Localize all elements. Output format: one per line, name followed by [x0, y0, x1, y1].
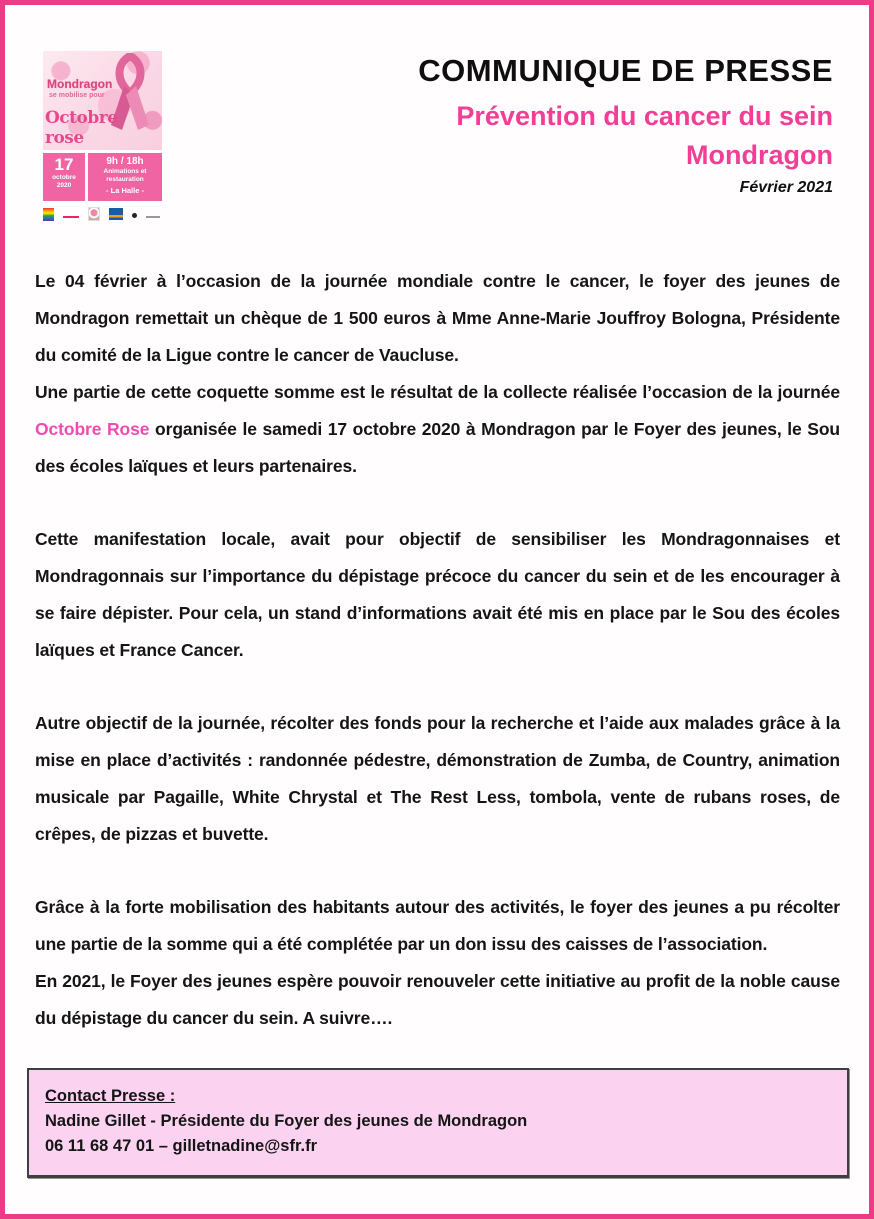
- poster-title: Octobre rose: [45, 108, 118, 148]
- contact-phone-email: 06 11 68 47 01 – gilletnadine@sfr.fr: [45, 1137, 317, 1155]
- header: [265, 53, 833, 197]
- partner-logo-icon: [146, 216, 160, 218]
- subtitle-line1: Prévention du cancer du sein: [456, 101, 833, 131]
- octobre-rose-highlight: Octobre Rose: [35, 419, 150, 439]
- partner-logo-icon: [132, 213, 137, 218]
- partner-logos: [43, 207, 162, 221]
- poster-date-box: [43, 153, 85, 201]
- page-title: COMMUNIQUE DE PRESSE: [418, 53, 833, 88]
- article-body: [35, 263, 840, 1037]
- paragraph-2-after: organisée le samedi 17 octobre 2020 à Mondragon par le Foyer des jeunes, le Sou des écoles laïques et leurs partenaires.: [35, 419, 840, 476]
- poster-hours: 9h / 18h: [106, 156, 144, 167]
- partner-logo-icon: [109, 208, 123, 220]
- poster-venue: - La Halle -: [106, 186, 144, 195]
- poster-animations-line1: Animations et: [103, 168, 147, 175]
- poster-date-year: 2020: [56, 182, 72, 189]
- poster-info-boxes: [43, 153, 162, 201]
- paragraph-4: [35, 705, 840, 853]
- poster-city-label: Mondragon: [47, 77, 113, 91]
- paragraph-5: [35, 889, 840, 963]
- poster-tagline: se mobilise pour: [49, 92, 105, 99]
- paragraph-6-text: En 2021, le Foyer des jeunes espère pouvoir renouveler cette initiative au profit de la noble cause du dépistage du cancer du sein. A suivre….: [35, 971, 840, 1028]
- paragraph-1: [35, 263, 840, 374]
- paragraph-1-text: Le 04 février à l’occasion de la journée mondiale contre le cancer, le foyer des jeunes de Mondragon remettait un chèque de 1 500 euros à Mme Anne-Marie Jouffroy Bologna, Présidente du comité de la Ligue contre le cancer de Vaucluse.: [35, 271, 840, 365]
- partner-logo-icon: [63, 216, 79, 218]
- event-poster: [43, 51, 162, 223]
- paragraph-2-before: Une partie de cette coquette somme est le résultat de la collecte réalisée l’occasion de la journée: [35, 382, 840, 402]
- poster-artwork: [43, 51, 162, 150]
- contact-heading: Contact Presse :: [45, 1087, 176, 1105]
- poster-animations-line2: restauration: [106, 176, 144, 183]
- paragraph-6: [35, 963, 840, 1037]
- press-contact-box: [27, 1068, 849, 1178]
- poster-date-month: octobre: [52, 174, 76, 181]
- paragraph-3: [35, 521, 840, 669]
- contact-name: Nadine Gillet - Présidente du Foyer des jeunes de Mondragon: [45, 1112, 528, 1130]
- paragraph-5-text: Grâce à la forte mobilisation des habitants autour des activités, le foyer des jeunes a pu récolter une partie de la somme qui a été complétée par un don issu des caisses de l’association.: [35, 897, 840, 954]
- partner-logo-icon: [43, 208, 54, 221]
- paragraph-2: [35, 374, 840, 485]
- paragraph-4-text: Autre objectif de la journée, récolter des fonds pour la recherche et l’aide aux malades grâce à la mise en place d’activités : randonnée pédestre, démonstration de Zumba, de Country, animation musicale par Pagaille, White Chrystal et The Rest Less, tombola, vente de rubans roses, de crêpes, de pizzas et buvette.: [35, 713, 840, 844]
- partner-logo-icon: [88, 207, 100, 221]
- subtitle-line2: Mondragon: [686, 140, 833, 170]
- poster-date-day: 17: [54, 155, 74, 174]
- poster-hours-box: [88, 153, 162, 201]
- document-date: Février 2021: [739, 179, 833, 196]
- paragraph-3-text: Cette manifestation locale, avait pour objectif de sensibiliser les Mondragonnaises et Mondragonnais sur l’importance du dépistage précoce du cancer du sein et de les encourager à se faire dépister. Pour cela, un stand d’informations avait été mis en place par le Sou des écoles laïques et France Cancer.: [35, 529, 840, 660]
